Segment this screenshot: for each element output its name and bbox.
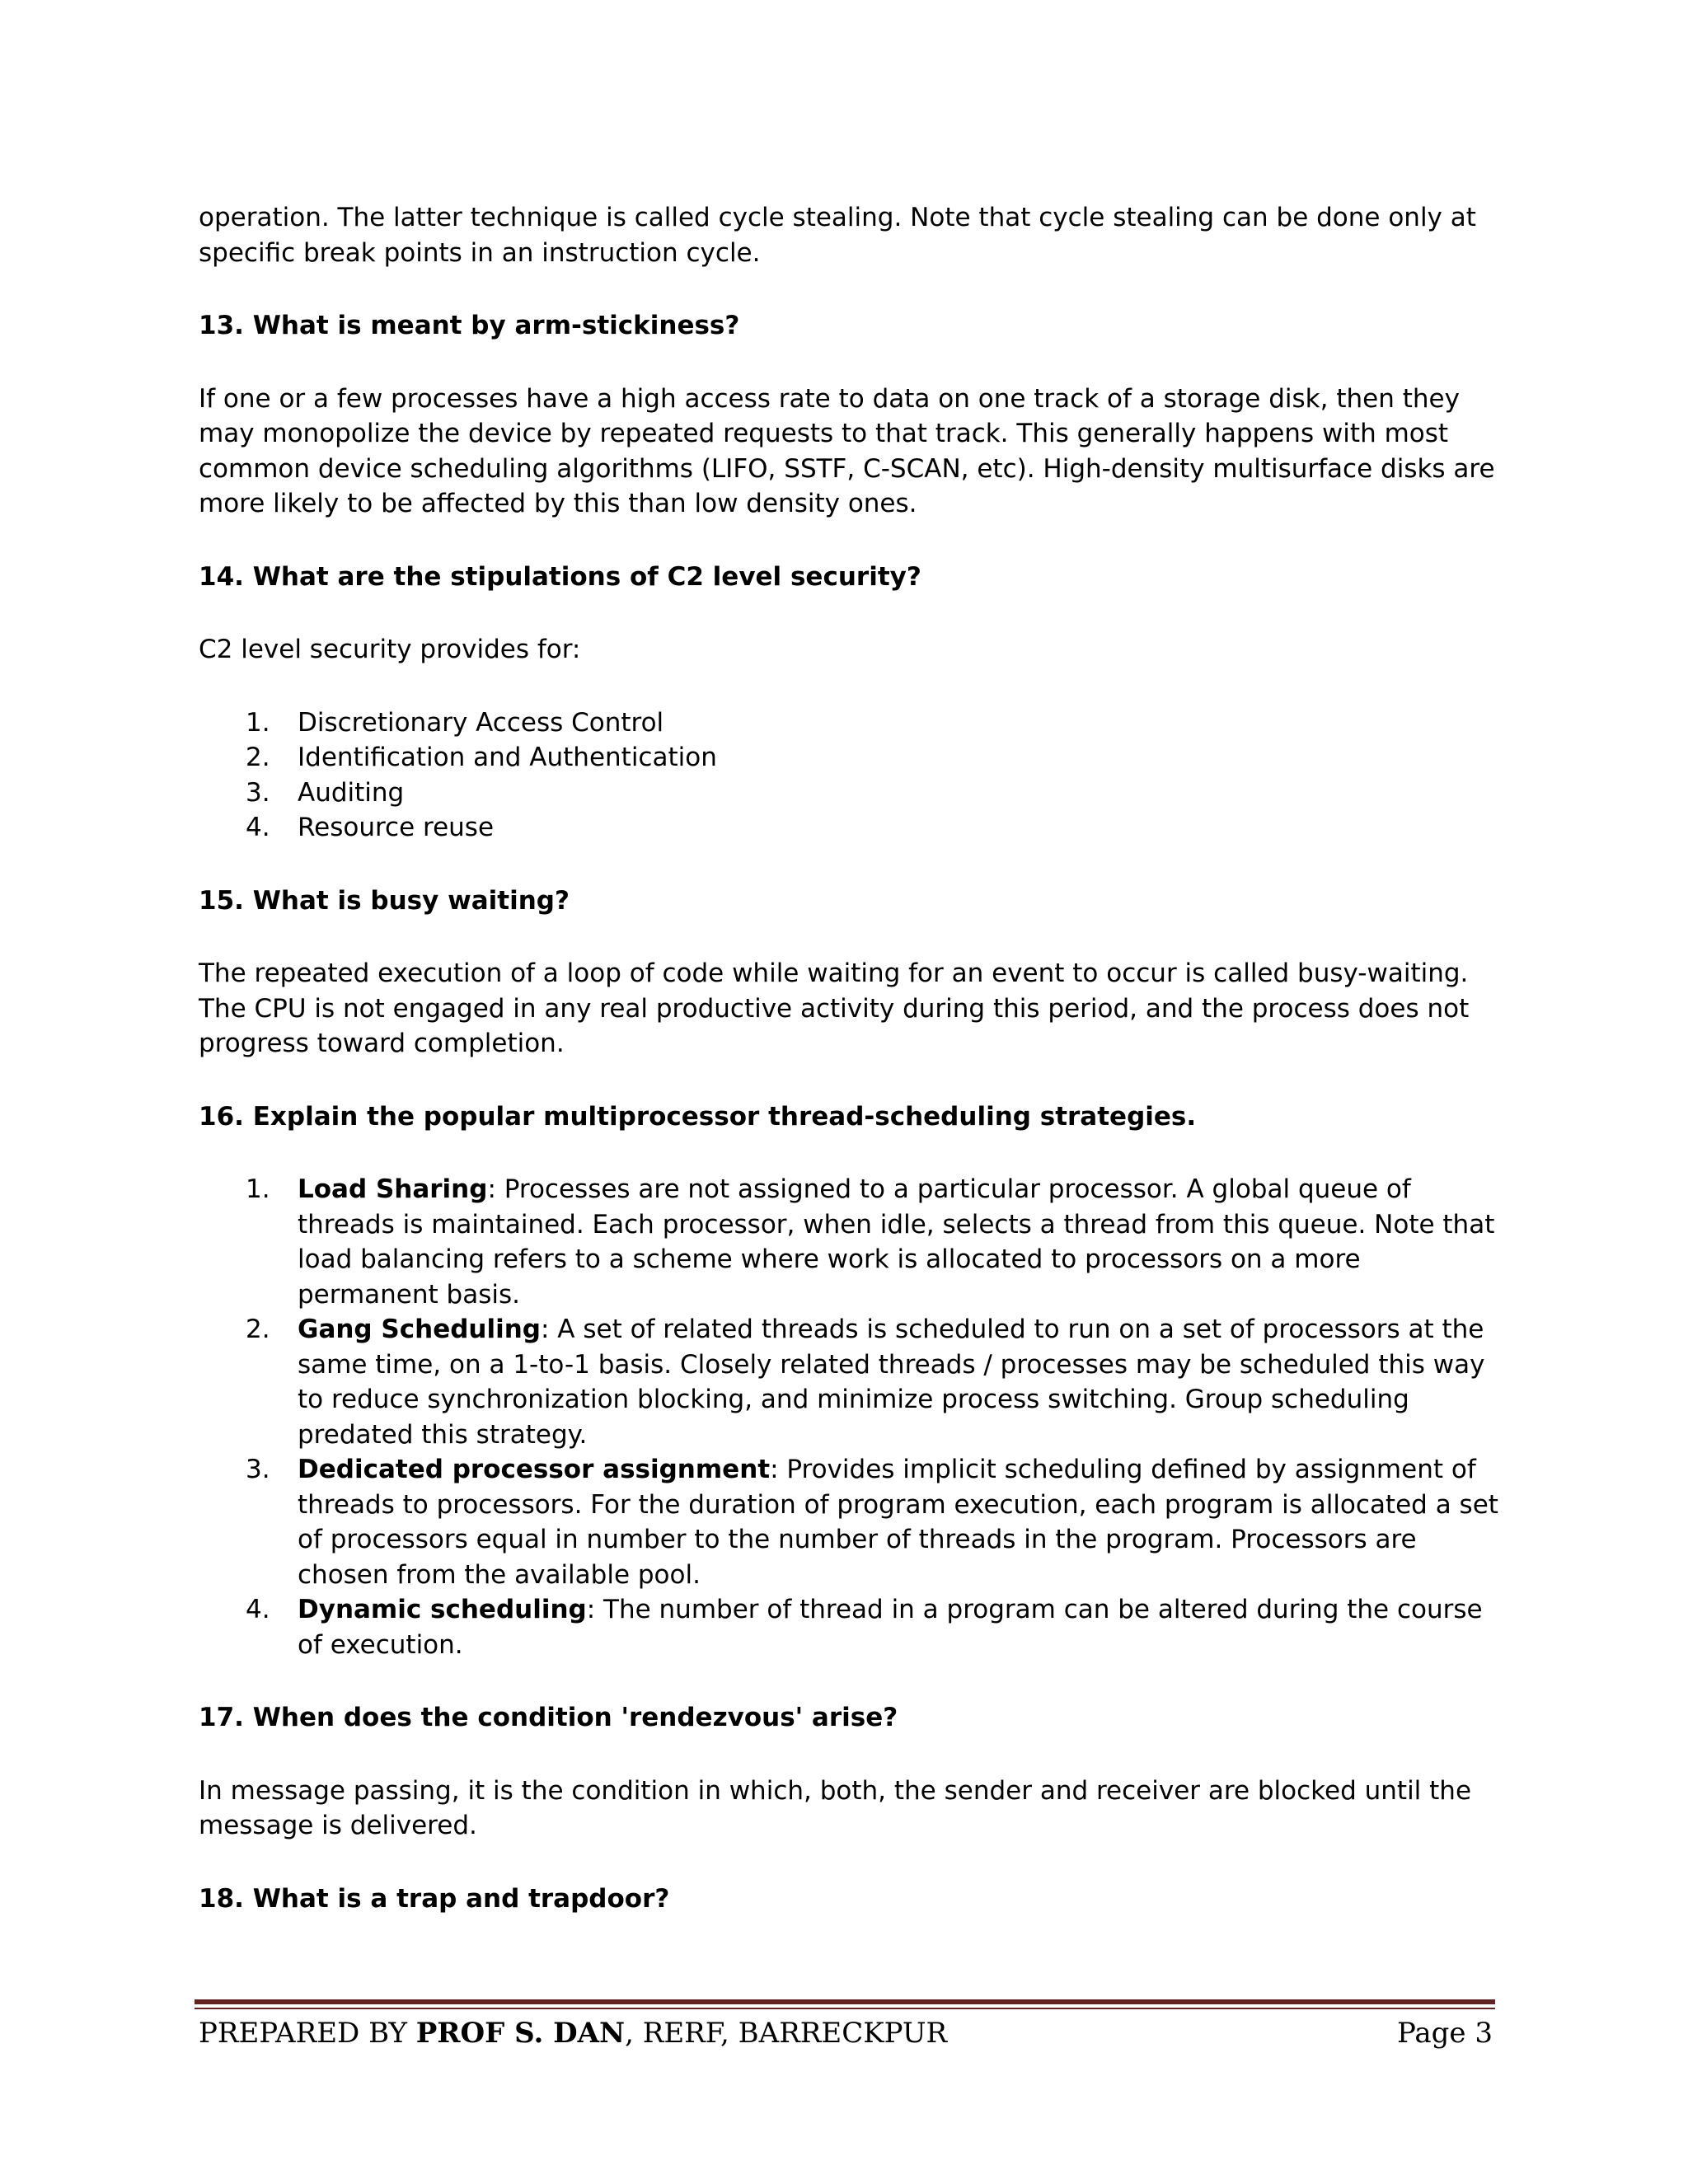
footer-prefix: PREPARED BY	[199, 2017, 416, 2050]
list-item-text: Auditing	[298, 777, 405, 808]
list-item-term: Dynamic scheduling	[298, 1595, 587, 1624]
list-item-term: Gang Scheduling	[298, 1315, 541, 1344]
question-15-answer: The repeated execution of a loop of code while waiting for an event to occur is called busy-waiting. The CPU is not engaged in any real productive activity during this period, and the process does not progress toward completion.	[199, 958, 1470, 1058]
footer-divider-thin	[195, 2008, 1495, 2009]
list-item-term: Dedicated processor assignment	[298, 1455, 771, 1484]
list-item	[199, 1312, 1501, 1452]
footer-author: PROF S. DAN	[415, 2017, 626, 2050]
page-number: Page 3	[1397, 2017, 1493, 2050]
list-number: 2.	[246, 743, 270, 772]
list-item-term: Load Sharing	[298, 1174, 488, 1204]
list-item-text: : The number of thread in a program can be altered during the course of execution.	[298, 1595, 1483, 1660]
list-item-text: Resource reuse	[298, 813, 495, 842]
list-number: 1.	[246, 1174, 270, 1204]
question-15-heading: 15. What is busy waiting?	[199, 885, 570, 916]
footer-divider-thick	[195, 1999, 1495, 2004]
question-13-heading: 13. What is meant by arm-stickiness?	[199, 311, 740, 340]
list-number: 3.	[246, 777, 270, 808]
question-14-answer: C2 level security provides for:	[199, 635, 581, 664]
question-17-answer: In message passing, it is the condition in which, both, the sender and receiver are blocked until the message is delivered.	[199, 1775, 1472, 1840]
list-item-text: Identification and Authentication	[298, 743, 717, 772]
list-item	[199, 810, 1501, 846]
list-item-text: : A set of related threads is scheduled to run on a set of processors at the same time, on a 1-to-1 basis. Closely related threads / processes may be scheduled this way to reduce synchronization blocking, and minimize process switching. Group scheduling predated this strategy.	[298, 1315, 1485, 1450]
question-18-heading: 18. What is a trap and trapdoor?	[199, 1883, 670, 1914]
question-17-heading: 17. When does the condition 'rendezvous' arise?	[199, 1703, 898, 1732]
footer-credit	[199, 2015, 947, 2051]
question-14-heading: 14. What are the stipulations of C2 level security?	[199, 561, 921, 592]
question-13-answer: If one or a few processes have a high access rate to data on one track of a storage disk, then they may monopolize the device by repeated requests to that track. This generally happens with most common device scheduling algorithms (LIFO, SSTF, C-SCAN, etc). High-density multisurface disks are more likely to be affected by this than low density ones.	[199, 383, 1495, 518]
scheduling-strategies-list	[199, 1172, 1501, 1662]
list-item	[199, 740, 1501, 776]
list-item-text: : Provides implicit scheduling defined by assignment of threads to processors. For the duration of program execution, each program is allocated a set of processors equal in number to the number of threads in the program. Processors are chosen from the available pool.	[298, 1455, 1498, 1590]
footer-suffix: , RERF, BARRECKPUR	[625, 2017, 948, 2050]
list-item	[199, 776, 1501, 811]
intro-paragraph: operation. The latter technique is called cycle stealing. Note that cycle stealing can be done only at specific break points in an instruction cycle.	[199, 203, 1476, 268]
list-item-text: : Processes are not assigned to a particular processor. A global queue of threads is maintained. Each processor, when idle, selects a thread from this queue. Note that load balancing refers to a scheme where work is allocated to processors on a more permanent basis.	[298, 1174, 1495, 1310]
question-16-heading: 16. Explain the popular multiprocessor thread-scheduling strategies.	[199, 1101, 1197, 1132]
list-item	[199, 1172, 1501, 1312]
page-footer	[199, 2015, 1493, 2051]
list-number: 4.	[246, 813, 270, 842]
list-number: 2.	[246, 1315, 270, 1344]
list-item-text: Discretionary Access Control	[298, 707, 664, 738]
list-number: 3.	[246, 1455, 270, 1484]
list-item	[199, 705, 1501, 741]
list-item	[199, 1452, 1501, 1592]
list-number: 1.	[246, 707, 270, 738]
c2-security-list	[199, 705, 1501, 846]
page-content	[199, 200, 1501, 1954]
list-number: 4.	[246, 1595, 270, 1624]
list-item	[199, 1592, 1501, 1662]
